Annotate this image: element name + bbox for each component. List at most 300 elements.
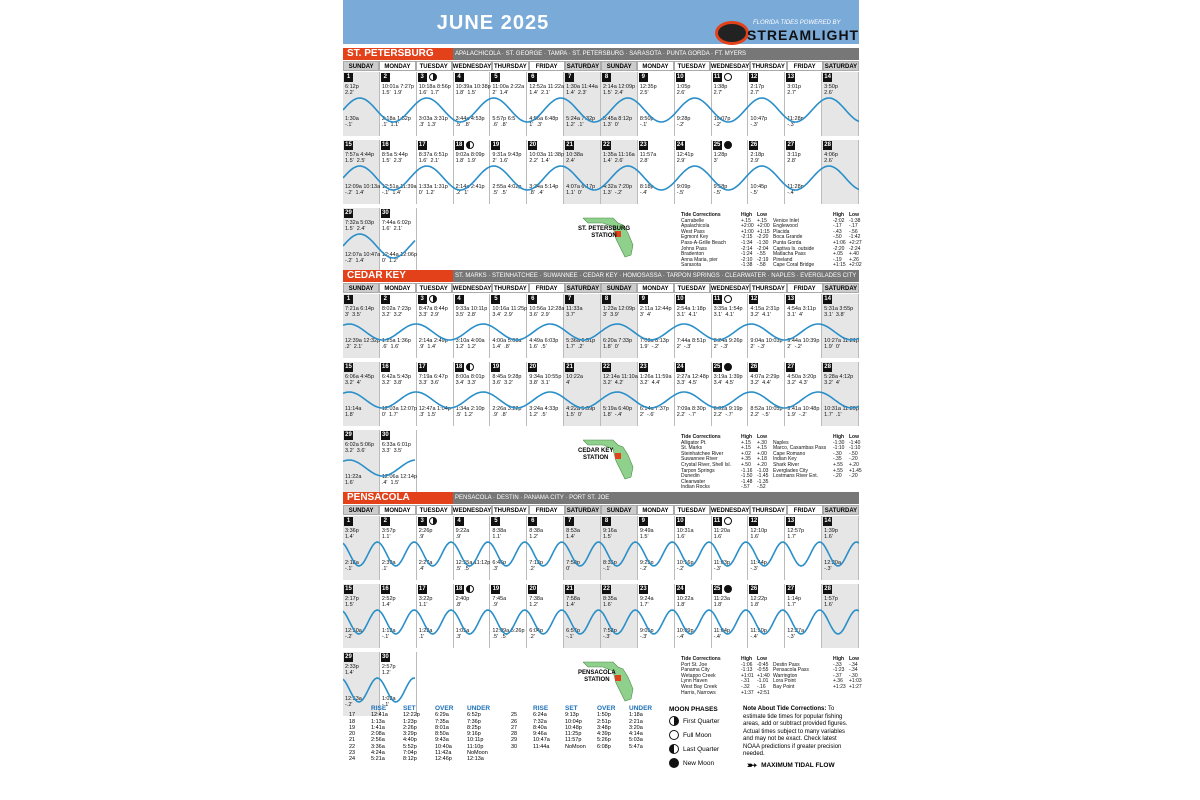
- high-tide-text: 6:42a 5:43p 3.2' 3.8': [381, 374, 411, 386]
- low-tide-text: 5:19a 6:40p 1.8' -.4': [603, 406, 633, 418]
- corr-high: -1:38: [741, 262, 753, 269]
- day-number: 10: [676, 518, 684, 524]
- weekday-label: SUNDAY: [343, 61, 379, 71]
- day-number: 7: [565, 73, 574, 82]
- day-number: 12: [750, 74, 758, 80]
- day-cell[interactable]: [601, 584, 638, 648]
- corr-high-label: High: [833, 212, 845, 218]
- high-tide-text: 4:54a 3:11p 3.1' 4': [787, 306, 816, 318]
- corr-high: -.30: [833, 450, 842, 457]
- corr-place: Cape Romano: [773, 450, 806, 457]
- corr-place: Pensacola Pass: [773, 667, 809, 674]
- corr-high: -1:34: [741, 239, 753, 246]
- day-cell[interactable]: [564, 362, 601, 426]
- sunmoon-cell: 2:08a: [371, 731, 385, 738]
- full-moon-icon: [724, 295, 732, 303]
- corr-low: -1.01: [757, 678, 769, 685]
- low-tide-text: 12:09a 5:26p .5' .5': [492, 628, 525, 640]
- sunmoon-cell: 19: [349, 724, 356, 731]
- low-tide-text: 1:30a -.1': [345, 116, 359, 128]
- sunmoon-cell: 30: [511, 743, 518, 750]
- day-number: 11: [713, 296, 721, 302]
- corr-low: -.17: [849, 223, 858, 230]
- weekday-header: [343, 61, 859, 71]
- day-cell[interactable]: [527, 294, 564, 358]
- day-cell[interactable]: [454, 584, 491, 648]
- corr-low-label: Low: [849, 212, 859, 218]
- day-cell[interactable]: [343, 516, 380, 580]
- corrections-right: [773, 657, 862, 691]
- day-cell[interactable]: [712, 584, 749, 648]
- day-cell[interactable]: [380, 208, 417, 272]
- sunmoon-cell: 1:50p: [597, 712, 611, 719]
- day-cell[interactable]: [601, 362, 638, 426]
- high-tide-text: 3:35a 1:54p 3.1' 4.1': [713, 306, 743, 318]
- low-tide-text: 6:14a 7:37p 2' -.6': [639, 406, 669, 418]
- corr-place: Englewood: [773, 223, 798, 230]
- streamlight-logo-icon: [715, 21, 749, 45]
- high-tide-text: 8:38a 1.2': [529, 528, 544, 540]
- day-cell[interactable]: [675, 140, 712, 204]
- corr-low: -1.35: [757, 478, 769, 485]
- day-cell[interactable]: [785, 516, 822, 580]
- corr-low: +1.45: [849, 467, 862, 474]
- day-cell[interactable]: [785, 584, 822, 648]
- sunmoon-cell: 27: [511, 724, 518, 731]
- corr-place: Apalachicola: [681, 223, 710, 230]
- low-tide-text: 8:02a 9:19p 2.2' -.7': [713, 406, 743, 418]
- day-cell[interactable]: [380, 516, 417, 580]
- low-tide-text: 9:44a 10:39p 2' -.2': [787, 338, 820, 350]
- high-tide-text: 3:22p 1.1': [418, 596, 433, 608]
- week-row: [343, 362, 859, 426]
- section-cities: APALACHICOLA · ST. GEORGE · TAMPA · ST. PETERSBURG · SARASOTA · PUNTA GORDA · FT. MYERS: [455, 51, 747, 57]
- day-cell[interactable]: [785, 72, 822, 136]
- day-cell[interactable]: [601, 294, 638, 358]
- high-tide-text: 10:56a 12:28a 3.6' 2.9': [529, 306, 565, 318]
- high-tide-text: 11:57a 2.8': [639, 152, 657, 164]
- day-cell[interactable]: [527, 140, 564, 204]
- low-tide-text: 12:09a 10:13a -.2' 1.4': [345, 184, 381, 196]
- high-tide-text: 7:45a .9': [492, 596, 507, 608]
- corr-low: -2:24: [849, 245, 861, 252]
- day-cell[interactable]: [675, 72, 712, 136]
- day-number: 19: [492, 142, 500, 148]
- corr-low: -0:55: [757, 667, 769, 674]
- sunmoon-cell: NoMoon: [467, 750, 488, 757]
- station-label: PENSACOLA STATION: [578, 670, 616, 683]
- low-tide-text: 12:39a 12:32p .2' 2.1': [345, 338, 381, 350]
- high-tide-text: 12:35p 2.5': [639, 84, 657, 96]
- day-cell[interactable]: [417, 362, 454, 426]
- full-moon-icon: [669, 730, 679, 740]
- day-cell[interactable]: [822, 362, 859, 426]
- low-tide-text: 10:09p -.4': [676, 628, 694, 640]
- day-cell[interactable]: [454, 72, 491, 136]
- corr-low: -.58: [757, 262, 766, 269]
- day-cell[interactable]: [454, 294, 491, 358]
- weekday-label: MONDAY: [379, 505, 415, 515]
- corr-high-label: High: [741, 434, 753, 440]
- day-cell[interactable]: [675, 516, 712, 580]
- day-cell[interactable]: [343, 72, 380, 136]
- day-number: 10: [676, 74, 684, 80]
- sunmoon-cell: 6:29a: [435, 712, 449, 719]
- day-cell[interactable]: [564, 516, 601, 580]
- weekday-label: WEDNESDAY: [452, 505, 492, 515]
- corr-place: Pass-A-Grille Beach: [681, 239, 727, 246]
- corrections-right: [773, 435, 862, 480]
- high-tide-text: 2:54a 1:18p 3.1' 4.1': [676, 306, 706, 318]
- day-cell[interactable]: [638, 584, 675, 648]
- high-tide-text: 1:23a 12:09p 3' 3.9': [603, 306, 636, 318]
- high-tide-text: 2:52p 1.4': [381, 596, 396, 608]
- corr-place: Alligator Pt.: [681, 439, 707, 446]
- day-cell[interactable]: [490, 72, 527, 136]
- weekday-label: SATURDAY: [823, 283, 859, 293]
- high-tide-text: 3:57p 1.1': [381, 528, 396, 540]
- day-cell[interactable]: [822, 140, 859, 204]
- corr-low-label: Low: [849, 434, 859, 440]
- day-cell[interactable]: [527, 516, 564, 580]
- correction-row: [681, 691, 770, 697]
- corr-high: +.15: [741, 217, 751, 224]
- day-cell[interactable]: [527, 584, 564, 648]
- high-tide-text: 2:33p 1.4': [345, 664, 359, 676]
- low-tide-text: 9:09p -.5': [676, 184, 691, 196]
- day-cell[interactable]: [712, 72, 749, 136]
- high-tide-text: 7:38a 1.2': [529, 596, 544, 608]
- corr-place: St. Marks: [681, 445, 703, 452]
- day-cell[interactable]: [785, 362, 822, 426]
- day-number: 27: [787, 364, 795, 370]
- day-cell[interactable]: [748, 140, 785, 204]
- day-cell[interactable]: [490, 294, 527, 358]
- high-tide-text: 8:35a 1.6': [603, 596, 617, 608]
- day-cell[interactable]: [343, 584, 380, 648]
- corr-place: Sarasota: [681, 262, 702, 269]
- sunmoon-cell: 5:03a: [629, 737, 643, 744]
- weekday-header: [343, 283, 859, 293]
- day-cell[interactable]: [638, 294, 675, 358]
- day-cell[interactable]: [490, 362, 527, 426]
- high-tide-text: 4:06p 2.6': [824, 152, 838, 164]
- moon-phases-legend: [669, 706, 719, 772]
- tide-section-1: [343, 270, 862, 491]
- corr-low: +1:27: [849, 683, 862, 690]
- day-cell[interactable]: [675, 584, 712, 648]
- high-tide-text: 4:07a 2:29p 3.2' 4.4': [750, 374, 780, 386]
- day-number: 5: [491, 73, 500, 82]
- sunmoon-cell: 1:13a: [371, 718, 385, 725]
- day-number: 21: [566, 586, 573, 592]
- day-cell[interactable]: [601, 140, 638, 204]
- high-tide-text: 5:31a 3:55p 3.1' 3.8': [824, 306, 854, 318]
- tide-section-2: [343, 492, 862, 712]
- moon-legend-item: [669, 716, 719, 726]
- weekday-label: FRIDAY: [787, 283, 823, 293]
- high-tide-text: 1:30a 11:44a 1.4' 2.3': [566, 84, 598, 96]
- day-number: 10: [676, 296, 684, 302]
- new-moon-icon: [724, 363, 732, 371]
- high-tide-text: 11:33a 3.7': [566, 306, 583, 318]
- low-tide-text: 12:47a 1:04p .3' 1.5': [418, 406, 451, 418]
- day-cell[interactable]: [417, 516, 454, 580]
- low-tide-text: 4:22a 5:39p 1.5' 0': [566, 406, 596, 418]
- day-cell[interactable]: [417, 584, 454, 648]
- corr-low: -.55: [757, 251, 766, 258]
- day-cell[interactable]: [785, 294, 822, 358]
- day-cell[interactable]: [564, 584, 601, 648]
- day-number: 29: [345, 210, 352, 216]
- high-tide-text: 6:33a 6:01p 3.3' 3.5': [381, 442, 411, 454]
- corr-low: +2:51: [757, 689, 770, 696]
- corr-place: Matlacha Pass: [773, 251, 806, 258]
- day-cell[interactable]: [380, 584, 417, 648]
- day-number: 15: [345, 586, 352, 592]
- weekday-label: MONDAY: [637, 61, 673, 71]
- day-number: 28: [824, 142, 831, 148]
- weekday-label: TUESDAY: [674, 61, 710, 71]
- day-cell[interactable]: [712, 362, 749, 426]
- sunmoon-cell: 24: [349, 756, 356, 763]
- corr-low: -.16: [757, 683, 766, 690]
- day-cell[interactable]: [822, 516, 859, 580]
- day-cell[interactable]: [822, 584, 859, 648]
- day-number: 21: [566, 364, 573, 370]
- day-cell[interactable]: [564, 294, 601, 358]
- day-number: 12: [750, 518, 758, 524]
- tide-calendar-page: [343, 0, 862, 800]
- high-tide-text: 3:36p 1.4': [345, 528, 359, 540]
- sunmoon-cell: 12:41a: [371, 712, 388, 719]
- day-number: 24: [676, 142, 684, 148]
- sunmoon-cell: 10:11p: [467, 737, 484, 744]
- day-number: 2: [381, 295, 390, 304]
- day-cell[interactable]: [490, 516, 527, 580]
- high-tide-text: 8:47a 8:44p 3.3' 2.9': [418, 306, 448, 318]
- corr-place: Harris, Narrows: [681, 689, 716, 696]
- day-cell[interactable]: [380, 430, 417, 494]
- corr-high: +1:01: [741, 672, 754, 679]
- sunmoon-col-label: RISE: [371, 705, 387, 712]
- high-tide-text: 12:41p 2.9': [676, 152, 694, 164]
- corr-high: -1.48: [741, 478, 753, 485]
- corr-low: +.18: [757, 456, 767, 463]
- day-number: 21: [566, 142, 573, 148]
- low-tide-text: 7:58p -.3': [603, 628, 617, 640]
- day-cell[interactable]: [380, 140, 417, 204]
- day-cell[interactable]: [380, 72, 417, 136]
- high-tide-text: 10:03a 11:38p 2.2' 1.4': [529, 152, 565, 164]
- corr-place: Everglades City: [773, 467, 809, 474]
- weekday-label: SATURDAY: [823, 61, 859, 71]
- sunmoon-cell: 6:24a: [533, 712, 547, 719]
- day-cell[interactable]: [675, 362, 712, 426]
- high-tide-text: 6:02a 5:06p 3.2' 3.6': [345, 442, 375, 454]
- low-tide-text: 12:50a -.2': [345, 628, 362, 640]
- section-cities: PENSACOLA · DESTIN · PANAMA CITY · PORT ST. JOE: [455, 495, 610, 501]
- sunmoon-col-label: SET: [565, 705, 578, 712]
- corr-place: Naples: [773, 439, 789, 446]
- day-cell[interactable]: [454, 362, 491, 426]
- low-tide-text: 12:44a 12:06p 0' 1.2': [381, 252, 418, 264]
- day-cell[interactable]: [527, 362, 564, 426]
- day-cell[interactable]: [343, 294, 380, 358]
- day-cell[interactable]: [638, 362, 675, 426]
- corr-low: -1:38: [849, 217, 861, 224]
- day-cell[interactable]: [712, 294, 749, 358]
- corr-high: +.02: [741, 450, 751, 457]
- day-cell[interactable]: [822, 72, 859, 136]
- low-tide-text: 4:07a 6:17p 1.1' 0': [566, 184, 596, 196]
- corr-low: +.15: [757, 445, 767, 452]
- corr-high: +.15: [741, 445, 751, 452]
- day-cell[interactable]: [417, 72, 454, 136]
- section-title: PENSACOLA: [343, 492, 453, 504]
- day-cell[interactable]: [748, 72, 785, 136]
- low-tide-text: 11:22a 1.6': [345, 474, 362, 486]
- day-cell[interactable]: [564, 140, 601, 204]
- low-tide-text: 1:25a 1:36p .6' 1.6': [381, 338, 411, 350]
- day-number: 3: [418, 73, 427, 82]
- day-cell[interactable]: [638, 72, 675, 136]
- day-number: 19: [492, 364, 500, 370]
- day-cell[interactable]: [748, 362, 785, 426]
- sunmoon-cell: 28: [511, 731, 518, 738]
- day-cell[interactable]: [785, 140, 822, 204]
- day-cell[interactable]: [748, 294, 785, 358]
- day-number: 29: [345, 432, 352, 438]
- day-cell[interactable]: [601, 516, 638, 580]
- corr-title-text: Tide Corrections: [681, 434, 721, 440]
- day-cell[interactable]: [712, 140, 749, 204]
- day-cell[interactable]: [454, 140, 491, 204]
- low-tide-text: 10:16p -.2': [676, 560, 694, 572]
- corr-low: +.00: [757, 450, 767, 457]
- day-number: 29: [345, 654, 352, 660]
- high-tide-text: 8:45a 9:28p 3.6' 3.2': [492, 374, 522, 386]
- day-cell[interactable]: [638, 140, 675, 204]
- day-cell[interactable]: [343, 208, 380, 272]
- day-cell[interactable]: [343, 430, 380, 494]
- day-cell[interactable]: [380, 362, 417, 426]
- corrections-left: [681, 213, 770, 269]
- low-tide-text: 6:04p .2': [529, 628, 544, 640]
- day-number: 27: [787, 142, 795, 148]
- day-number: 19: [492, 586, 500, 592]
- weekday-label: MONDAY: [637, 283, 673, 293]
- corr-high: +.55: [833, 461, 843, 468]
- low-tide-text: 2:18a 1:52p .1' 1.1': [381, 116, 411, 128]
- high-tide-text: 8:37a 6:51p 1.6' 2.1': [418, 152, 448, 164]
- day-number: 11: [713, 74, 721, 80]
- moon-legend-label: Full Moon: [683, 731, 712, 739]
- day-cell[interactable]: [748, 516, 785, 580]
- week-row: [343, 584, 859, 648]
- corr-high: -1:06: [741, 661, 753, 668]
- day-cell[interactable]: [601, 72, 638, 136]
- high-tide-text: 12:10p 1.6': [750, 528, 768, 540]
- low-tide-text: 6:20a 7:33p 1.8' 0': [603, 338, 633, 350]
- corr-high: -.33: [833, 661, 842, 668]
- corr-place: Wetappo Creek: [681, 672, 716, 679]
- day-number: 28: [824, 586, 831, 592]
- last-quarter-icon: [466, 141, 474, 149]
- day-number: 26: [750, 142, 758, 148]
- corr-low: -2:19: [757, 256, 769, 263]
- new-moon-icon: [724, 585, 732, 593]
- day-cell[interactable]: [527, 72, 564, 136]
- sunmoon-cell: 10:04p: [565, 718, 582, 725]
- corr-low: +1:40: [757, 672, 770, 679]
- low-tide-text: 12:53a -.2': [345, 696, 362, 708]
- sunmoon-cell: 5:21a: [371, 756, 385, 763]
- low-tide-text: 12:07a 10:47a -.2' 1.4': [345, 252, 381, 264]
- day-cell[interactable]: [822, 294, 859, 358]
- corr-high: -.31: [741, 678, 750, 685]
- day-cell[interactable]: [638, 516, 675, 580]
- day-number: 1: [344, 517, 353, 526]
- day-number: 30: [382, 432, 389, 438]
- day-number: 25: [713, 364, 721, 370]
- low-tide-text: 11:03p -.3': [713, 560, 730, 572]
- day-cell[interactable]: [454, 516, 491, 580]
- corr-place: Tarpon Springs: [681, 467, 715, 474]
- station-label: CEDAR KEY STATION: [578, 448, 614, 461]
- day-cell[interactable]: [748, 584, 785, 648]
- day-number: 6: [528, 517, 537, 526]
- corr-place: Port St. Joe: [681, 661, 708, 668]
- low-tide-text: 1:34a 2:10p .5' 1.2': [455, 406, 485, 418]
- day-cell[interactable]: [343, 362, 380, 426]
- sunmoon-cell: 25: [511, 712, 518, 719]
- day-cell[interactable]: [380, 294, 417, 358]
- corr-place: Steinhatchee River: [681, 450, 724, 457]
- day-cell[interactable]: [564, 72, 601, 136]
- day-cell[interactable]: [490, 584, 527, 648]
- corr-place: Bay Point: [773, 683, 795, 690]
- low-tide-text: 12:55a 11:12p .5' .5': [455, 560, 491, 572]
- day-cell[interactable]: [490, 140, 527, 204]
- corr-place: Marco, Caxambas Pass: [773, 445, 827, 452]
- day-cell[interactable]: [712, 516, 749, 580]
- day-number: 3: [418, 517, 427, 526]
- day-number: 2: [381, 517, 390, 526]
- corr-low: -.50: [849, 450, 858, 457]
- weekday-label: WEDNESDAY: [710, 505, 750, 515]
- day-number: 5: [491, 517, 500, 526]
- weekday-label: TUESDAY: [674, 505, 710, 515]
- day-cell[interactable]: [417, 294, 454, 358]
- high-tide-text: 1:38p 2.7': [713, 84, 728, 96]
- corr-place: Suwannee River: [681, 456, 718, 463]
- high-tide-text: 10:22a 1.8': [676, 596, 694, 608]
- brand-name: STREAMLIGHT: [747, 27, 860, 43]
- day-cell[interactable]: [675, 294, 712, 358]
- full-moon-icon: [724, 517, 732, 525]
- high-tide-text: 12:14a 11:10a 3.2' 4.2': [603, 374, 638, 386]
- corr-low: -1:40: [849, 439, 861, 446]
- corr-low: +.15: [757, 217, 767, 224]
- day-number: 7: [565, 517, 574, 526]
- day-cell[interactable]: [417, 140, 454, 204]
- corr-place: Indian Rocks: [681, 484, 710, 491]
- weekday-label: TUESDAY: [674, 283, 710, 293]
- high-tide-text: 3:11p 2.8': [787, 152, 801, 164]
- corr-low: -1:10: [849, 445, 861, 452]
- day-cell[interactable]: [343, 140, 380, 204]
